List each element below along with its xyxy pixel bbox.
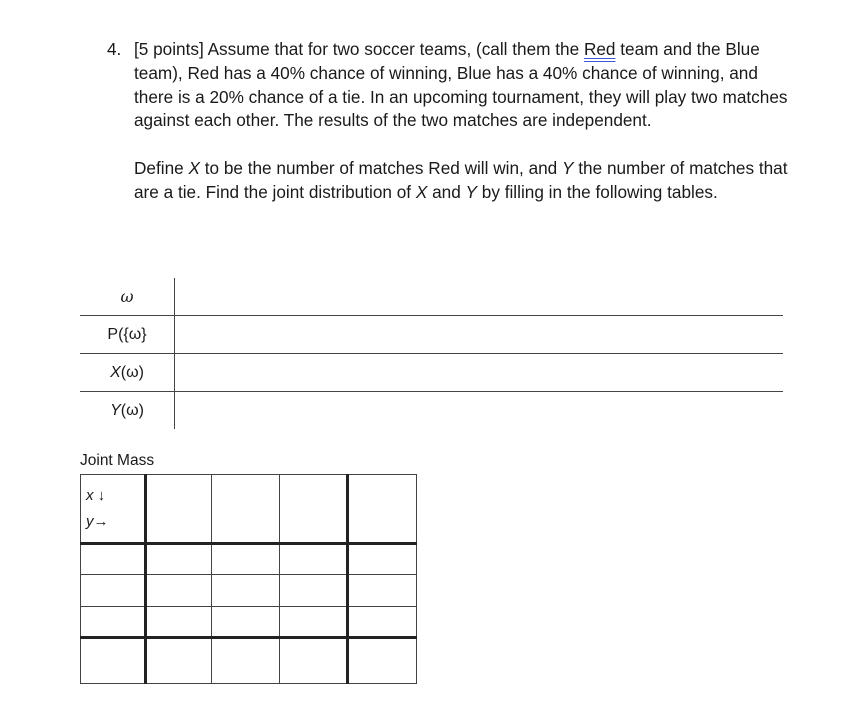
joint-col-total[interactable] [146, 637, 212, 683]
problem-paragraph-1 [134, 38, 797, 133]
outcome-cells-x[interactable] [175, 354, 784, 392]
outcome-row-y [80, 392, 783, 430]
variable-y: Y [110, 401, 121, 419]
outcome-cells-y[interactable] [175, 392, 784, 430]
omega-argument: (ω) [120, 401, 144, 419]
variable-x: X [188, 158, 200, 179]
joint-y-header[interactable] [280, 475, 348, 544]
problem-number: 4. [107, 39, 122, 59]
problem-paragraph-2 [134, 157, 797, 205]
outcome-table [80, 278, 783, 429]
problem-text: the number of matches that are a tie. Find the joint distribution of [134, 158, 788, 202]
red-team-word: Red [583, 39, 616, 59]
joint-row-total[interactable] [348, 544, 417, 575]
variable-y: Y [562, 158, 574, 179]
joint-row [81, 575, 417, 606]
problem-text: Define [134, 158, 189, 179]
joint-total-row [81, 637, 417, 683]
joint-cell[interactable] [280, 575, 348, 606]
problem-text: and [427, 181, 466, 202]
outcome-label-omega [80, 278, 175, 316]
joint-cell[interactable] [146, 606, 212, 637]
joint-cell[interactable] [212, 575, 280, 606]
joint-cell[interactable] [280, 544, 348, 575]
points-label: [5 points] [134, 39, 204, 59]
omega-argument: (ω) [120, 363, 144, 381]
omega-symbol: ω [120, 286, 134, 306]
outcome-label-x [80, 354, 175, 392]
outcome-row-x [80, 354, 783, 392]
y-right-label: y→ [86, 513, 109, 530]
joint-mass-title: Joint Mass [80, 452, 155, 469]
joint-row [81, 544, 417, 575]
joint-total-label[interactable] [81, 637, 146, 683]
joint-cell[interactable] [212, 606, 280, 637]
problem-text: to be the number of matches Red will win, and [199, 158, 563, 179]
problem-4 [107, 38, 797, 205]
joint-x-header[interactable] [81, 575, 146, 606]
joint-cell[interactable] [146, 575, 212, 606]
problem-body [134, 38, 797, 205]
outcome-label-probability: P({ω} [80, 316, 175, 354]
joint-y-header[interactable] [212, 475, 280, 544]
joint-mass-table [80, 474, 417, 684]
joint-y-header[interactable] [146, 475, 212, 544]
outcome-cells-probability[interactable] [175, 316, 784, 354]
joint-x-header[interactable] [81, 606, 146, 637]
joint-y-total-header[interactable] [348, 475, 417, 544]
variable-y: Y [465, 181, 478, 202]
problem-text: Assume that for two soccer teams, (call them the [203, 39, 584, 59]
joint-grand-total[interactable] [348, 637, 417, 683]
joint-row-total[interactable] [348, 606, 417, 637]
joint-header-row [81, 475, 417, 544]
joint-cell[interactable] [212, 544, 280, 575]
joint-corner-cell [81, 475, 146, 544]
joint-col-total[interactable] [280, 637, 348, 683]
joint-cell[interactable] [280, 606, 348, 637]
variable-x: X [110, 363, 121, 381]
joint-col-total[interactable] [212, 637, 280, 683]
outcome-cells-omega[interactable] [175, 278, 784, 316]
problem-text: by filling in the following tables. [477, 181, 718, 202]
outcome-label-y [80, 392, 175, 430]
x-down-label: x ↓ [86, 487, 106, 504]
joint-row-total[interactable] [348, 575, 417, 606]
problem-text: team and the Blue team), Red has a 40% chance of winning, Blue has a 40% chance of winning, and there is a 20% chance of a tie. In an upcoming tournament, they will play two matches against each other. The results of the two matches are independent. [134, 39, 788, 131]
outcome-row-probability [80, 316, 783, 354]
variable-x: X [415, 181, 428, 202]
joint-row [81, 606, 417, 637]
outcome-row-omega [80, 278, 783, 316]
joint-x-header[interactable] [81, 544, 146, 575]
joint-cell[interactable] [146, 544, 212, 575]
